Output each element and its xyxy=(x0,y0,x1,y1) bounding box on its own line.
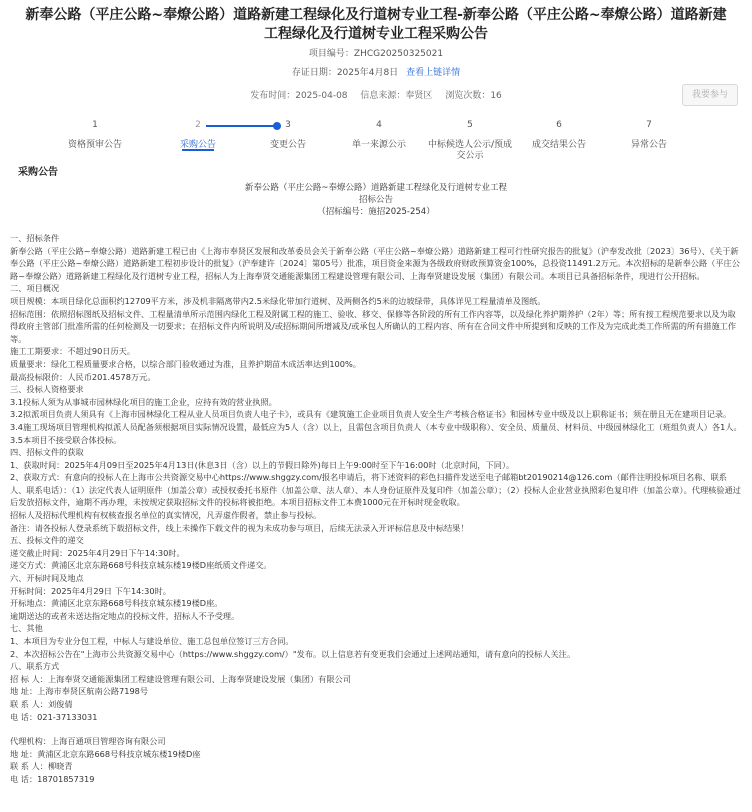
paragraph: 联 系 人：柳晓青 xyxy=(10,761,73,772)
doc-title: 新奉公路（平庄公路~奉燎公路）道路新建工程绿化及行道树专业工程 xyxy=(244,183,508,193)
paragraph: 1、获取时间：2025年4月09日至2025年4月13日(休息3日（含）以上的节假日除外)每日上午9:00时至下午16:00时（北京时间，下同）。 xyxy=(10,459,515,470)
doc-tender-number: （招标编号：施招2025-254） xyxy=(317,207,435,217)
announcement-body xyxy=(10,232,742,786)
paragraph: 3.1投标人须为从事城市园林绿化项目的施工企业，应持有效的营业执照。 xyxy=(10,396,277,407)
paragraph: 递交截止时间：2025年4月29日下午14:30时。 xyxy=(10,547,185,558)
paragraph: 质量要求：绿化工程质量要求合格，以综合部门验收通过为准，且养护期苗木成活率达到100%。 xyxy=(10,358,361,369)
paragraph: 新奉公路（平庄公路~奉燎公路）道路新建工程已由《上海市奉贤区发展和改革委员会关于新奉公路（平庄公路~奉燎公路）道路新建工程可行性研究报告的批复》（沪奉发改批〔2023〕36号）、《关于新奉公路（平庄公路~奉燎公路）道路新建工程初步设计的批复》（沪奉建许〔2024〕第05号）批准，项目资金来源为各级政府财政预算资金100%，总投资11491.2万元。本次招标的是新奉公路（平庄公路~奉燎公路）道路新建工程绿化及行道树专业工程，招标人为上海奉贤交通能源集团工程建设管理有限公司、上海奉贤建设发展（集团）有限公司。本项目已具备招标条件，现进行公开招标。 xyxy=(10,245,740,281)
project-number: 项目编号：ZHCG20250325021 xyxy=(308,49,444,59)
paragraph: 电 话：18701857319 xyxy=(10,773,95,784)
process-steps xyxy=(0,118,752,168)
paragraph: 备注：请各投标人登录系统下载招标文件，线上未操作下载文件的视为未成功参与项目，后续无法录入开评标信息及中标结果！ xyxy=(10,522,469,533)
paragraph: 二、项目概况 xyxy=(10,283,60,294)
step-candidate-publicity[interactable]: 5 中标候选人公示/预成交公示 xyxy=(427,120,513,161)
paragraph: 2、获取方式：有意向的投标人在上海市公共资源交易中心https://www.shggzy.com/报名申请后，将下述资料的彩色扫描件发送至电子邮箱bt20190214@126.com（邮件注明投标项目名称、联系人、联系电话）：（1）法定代表人证明原件（加盖公章）或授权委托书原件（加盖公章、法人章）、本人身份证原件及复印件（加盖公章）；（2）投标人企业营业执照彩色复印件（加盖公章）。代理核验通过后发放招标文件，逾期不再办理，未按规定获取招标文件的投标将被拒绝。本项目招标文件工本费1000元在开标时现金收取。 xyxy=(10,472,741,508)
paragraph: 三、投标人资格要求 xyxy=(10,384,84,395)
paragraph: 地 址：黄浦区北京东路668号科技京城东楼19楼D座 xyxy=(10,748,201,759)
paragraph: 电 话：021-37133031 xyxy=(10,711,98,722)
info-source: 信息来源：奉贤区 xyxy=(360,91,433,101)
paragraph: 一、招标条件 xyxy=(10,233,60,243)
step-tender-notice[interactable]: 2 采购公告 xyxy=(179,120,216,150)
paragraph: 四、招标文件的获取 xyxy=(10,447,84,458)
paragraph: 1、本项目为专业分包工程，中标人与建设单位、施工总包单位签订三方合同。 xyxy=(10,636,294,646)
paragraph: 递交方式：黄浦区北京东路668号科技京城东楼19楼D座纸质文件递交。 xyxy=(10,560,272,571)
join-button[interactable]: 我要参与 xyxy=(682,84,738,106)
chain-details-link[interactable]: 查看上链详情 xyxy=(406,68,461,78)
info-row xyxy=(0,88,752,101)
paragraph-spacer xyxy=(10,723,742,735)
section-title: 采购公告 xyxy=(18,167,58,178)
paragraph: 联 系 人：刘俊倩 xyxy=(10,698,73,709)
paragraph: 代理机构：上海百通项目管理咨询有限公司 xyxy=(10,736,166,747)
doc-subtitle: 招标公告 xyxy=(358,195,393,205)
paragraph: 3.5本项目不接受联合体投标。 xyxy=(10,434,122,445)
paragraph: 逾期送达的或者未送达指定地点的投标文件，招标人不予受理。 xyxy=(10,610,240,621)
paragraph: 项目规模：本项目绿化总面积约12709平方米，涉及机非隔离带内2.5米绿化带加行道树、及两侧各约5米的边坡绿带，具体详见工程量清单及图纸。 xyxy=(10,295,546,306)
paragraph: 最高投标限价：人民币201.4578万元。 xyxy=(10,371,156,382)
view-count: 浏览次数：16 xyxy=(445,91,502,101)
paragraph: 3.4施工现场项目管理机构拟派人员配备须根据项目实际情况设置，最低应为5人（含）以上，且需包含项目负责人（本专业中级职称）、安全员、质量员、材料员、中级园林绿化工（班组负责人）各1人。 xyxy=(10,421,742,432)
paragraph: 开标时间：2025年4月29日 下午14:30时。 xyxy=(10,585,171,596)
paragraph: 六、开标时间及地点 xyxy=(10,573,84,584)
step-prequalification[interactable]: 1 资格预审公告 xyxy=(67,120,122,150)
archive-row xyxy=(0,65,752,78)
paragraph: 施工工期要求：不超过90日历天。 xyxy=(10,346,136,357)
step-abnormal-notice[interactable]: 7 异常公告 xyxy=(630,120,667,150)
paragraph: 八、联系方式 xyxy=(10,661,60,672)
archive-date: 存证日期：2025年4月8日 xyxy=(291,68,399,78)
paragraph: 七、其他 xyxy=(10,623,43,634)
paragraph: 地 址：上海市奉贤区航南公路7198号 xyxy=(10,686,149,697)
page-title: 新奉公路（平庄公路~奉燎公路）道路新建工程绿化及行道树专业工程-新奉公路（平庄公路~奉燎公路）道路新建工程绿化及行道树专业工程采购公告 xyxy=(25,7,727,42)
step-change-notice[interactable]: 3 变更公告 xyxy=(269,120,306,150)
paragraph: 招标范围：依照招标图纸及招标文件、工程量清单所示范围内绿化工程及附属工程的施工、验收、移交、保修等各阶段的所有工作内容等，以及绿化养护期养护（2年）等；所有按工程规范要求以及为取得政府主管部门批准所需的任何检测及一切要求；在招标文件内所说明及/或招标期间所增减及/或承包人所确认的工程内容、所有在合同文件中所提到和反映的工作及为完成此类工作所需的所有措施工作等。 xyxy=(10,308,737,344)
paragraph: 招标人及招标代理机构有权核查报名单位的真实情况，凡弄虚作假者，禁止参与投标。 xyxy=(10,510,322,521)
paragraph: 开标地点：黄浦区北京东路668号科技京城东楼19楼D座。 xyxy=(10,598,223,609)
publish-time: 发布时间：2025-04-08 xyxy=(250,91,348,101)
paragraph: 2、本次招标公告在"上海市公共资源交易中心（https://www.shggzy.com/）"发布。以上信息若有变更我们会通过上述网站通知，请有意向的投标人关注。 xyxy=(10,648,576,659)
step-deal-result[interactable]: 6 成交结果公告 xyxy=(531,120,586,150)
paragraph: 五、投标文件的递交 xyxy=(10,535,84,546)
paragraph: 3.2拟派项目负责人须具有《上海市园林绿化工程从业人员项目负责人电子卡》，或具有《建筑施工企业项目负责人安全生产考核合格证书》和园林专业中级及以上职称证书；须在册且无在建项目记录。 xyxy=(10,409,732,420)
step-single-source[interactable]: 4 单一来源公示 xyxy=(351,120,406,150)
paragraph: 招 标 人：上海奉贤交通能源集团工程建设管理有限公司、上海奉贤建设发展（集团）有限公司 xyxy=(10,673,351,684)
